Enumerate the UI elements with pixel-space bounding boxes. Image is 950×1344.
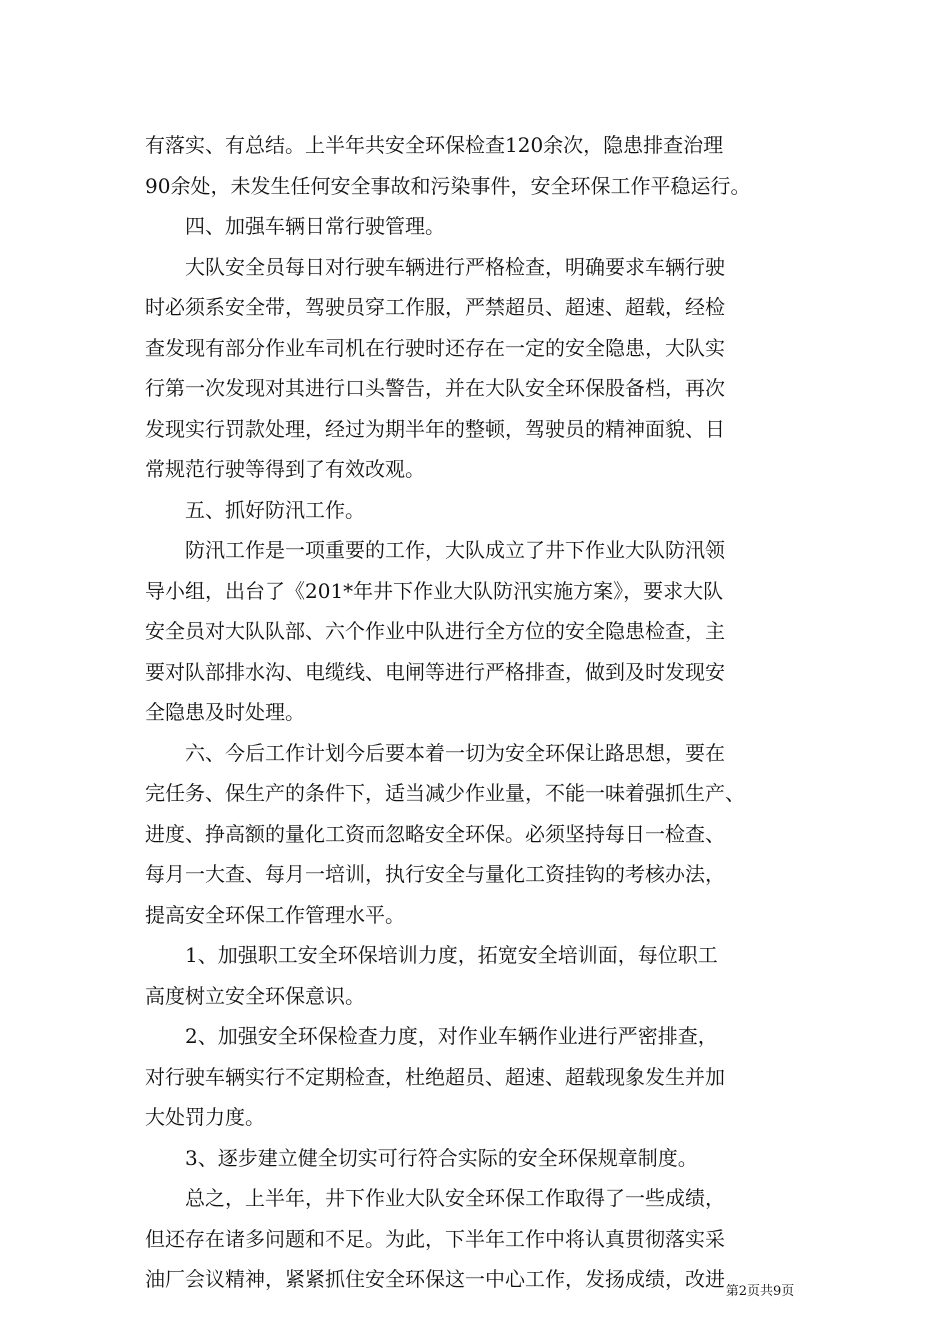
text-line: 时必须系安全带，驾驶员穿工作服，严禁超员、超速、超载，经检: [145, 295, 725, 319]
text-line: 行第一次发现对其进行口头警告，并在大队安全环保股备档，再次: [145, 376, 725, 400]
text-line: 对行驶车辆实行不定期检查，杜绝超员、超速、超载现象发生并加: [145, 1064, 725, 1089]
text-line: 完任务、保生产的条件下，适当减少作业量，不能一味着强抓生产、: [145, 781, 745, 805]
text-line: 大处罚力度。: [145, 1105, 265, 1129]
text-line: 1、加强职工安全环保培训力度，拓宽安全培训面，每位职工: [185, 943, 718, 967]
text-line: 每月一大查、每月一培训，执行安全与量化工资挂钩的考核办法，: [145, 862, 725, 886]
text-line: 2、加强安全环保检查力度，对作业车辆作业进行严密排查，: [185, 1024, 718, 1048]
text-line: 进度、挣高额的量化工资而忽略安全环保。必须坚持每日一检查、: [145, 821, 725, 846]
text-line: 五、抓好防汛工作。: [185, 497, 365, 522]
text-line: 常规范行驶等得到了有效改观。: [145, 457, 425, 481]
text-line: 全隐患及时处理。: [145, 700, 305, 724]
text-line: 但还存在诸多问题和不足。为此，下半年工作中将认真贯彻落实采: [145, 1226, 725, 1251]
text-line: 有落实、有总结。上半年共安全环保检查120余次，隐患排查治理: [145, 133, 724, 157]
text-line: 导小组，出台了《201*年井下作业大队防汛实施方案》，要求大队: [145, 578, 724, 603]
text-line: 高度树立安全环保意识。: [145, 983, 365, 1008]
text-line: 四、加强车辆日常行驶管理。: [185, 214, 445, 238]
text-line: 大队安全员每日对行驶车辆进行严格检查，明确要求车辆行驶: [185, 254, 725, 279]
text-line: 要对队部排水沟、电缆线、电闸等进行严格排查，做到及时发现安: [145, 659, 725, 684]
text-line: 3、逐步建立健全切实可行符合实际的安全环保规章制度。: [185, 1145, 698, 1170]
text-line: 防汛工作是一项重要的工作，大队成立了井下作业大队防汛领: [185, 538, 725, 562]
text-line: 总之，上半年，井下作业大队安全环保工作取得了一些成绩，: [185, 1186, 725, 1210]
text-line: 查发现有部分作业车司机在行驶时还存在一定的安全隐患，大队实: [145, 335, 725, 360]
text-line: 六、今后工作计划今后要本着一切为安全环保让路思想，要在: [185, 740, 725, 765]
text-line: 油厂会议精神，紧紧抓住安全环保这一中心工作，发扬成绩，改进: [145, 1267, 725, 1291]
page-number: 第2页共9页: [725, 1284, 795, 1299]
text-line: 安全员对大队队部、六个作业中队进行全方位的安全隐患检查，主: [145, 619, 725, 643]
document-body: [145, 125, 815, 1300]
text-line: 提高安全环保工作管理水平。: [145, 902, 405, 927]
text-line: 90余处，未发生任何安全事故和污染事件，安全环保工作平稳运行。: [145, 173, 751, 198]
text-line: 发现实行罚款处理，经过为期半年的整顿，驾驶员的精神面貌、日: [145, 416, 725, 441]
